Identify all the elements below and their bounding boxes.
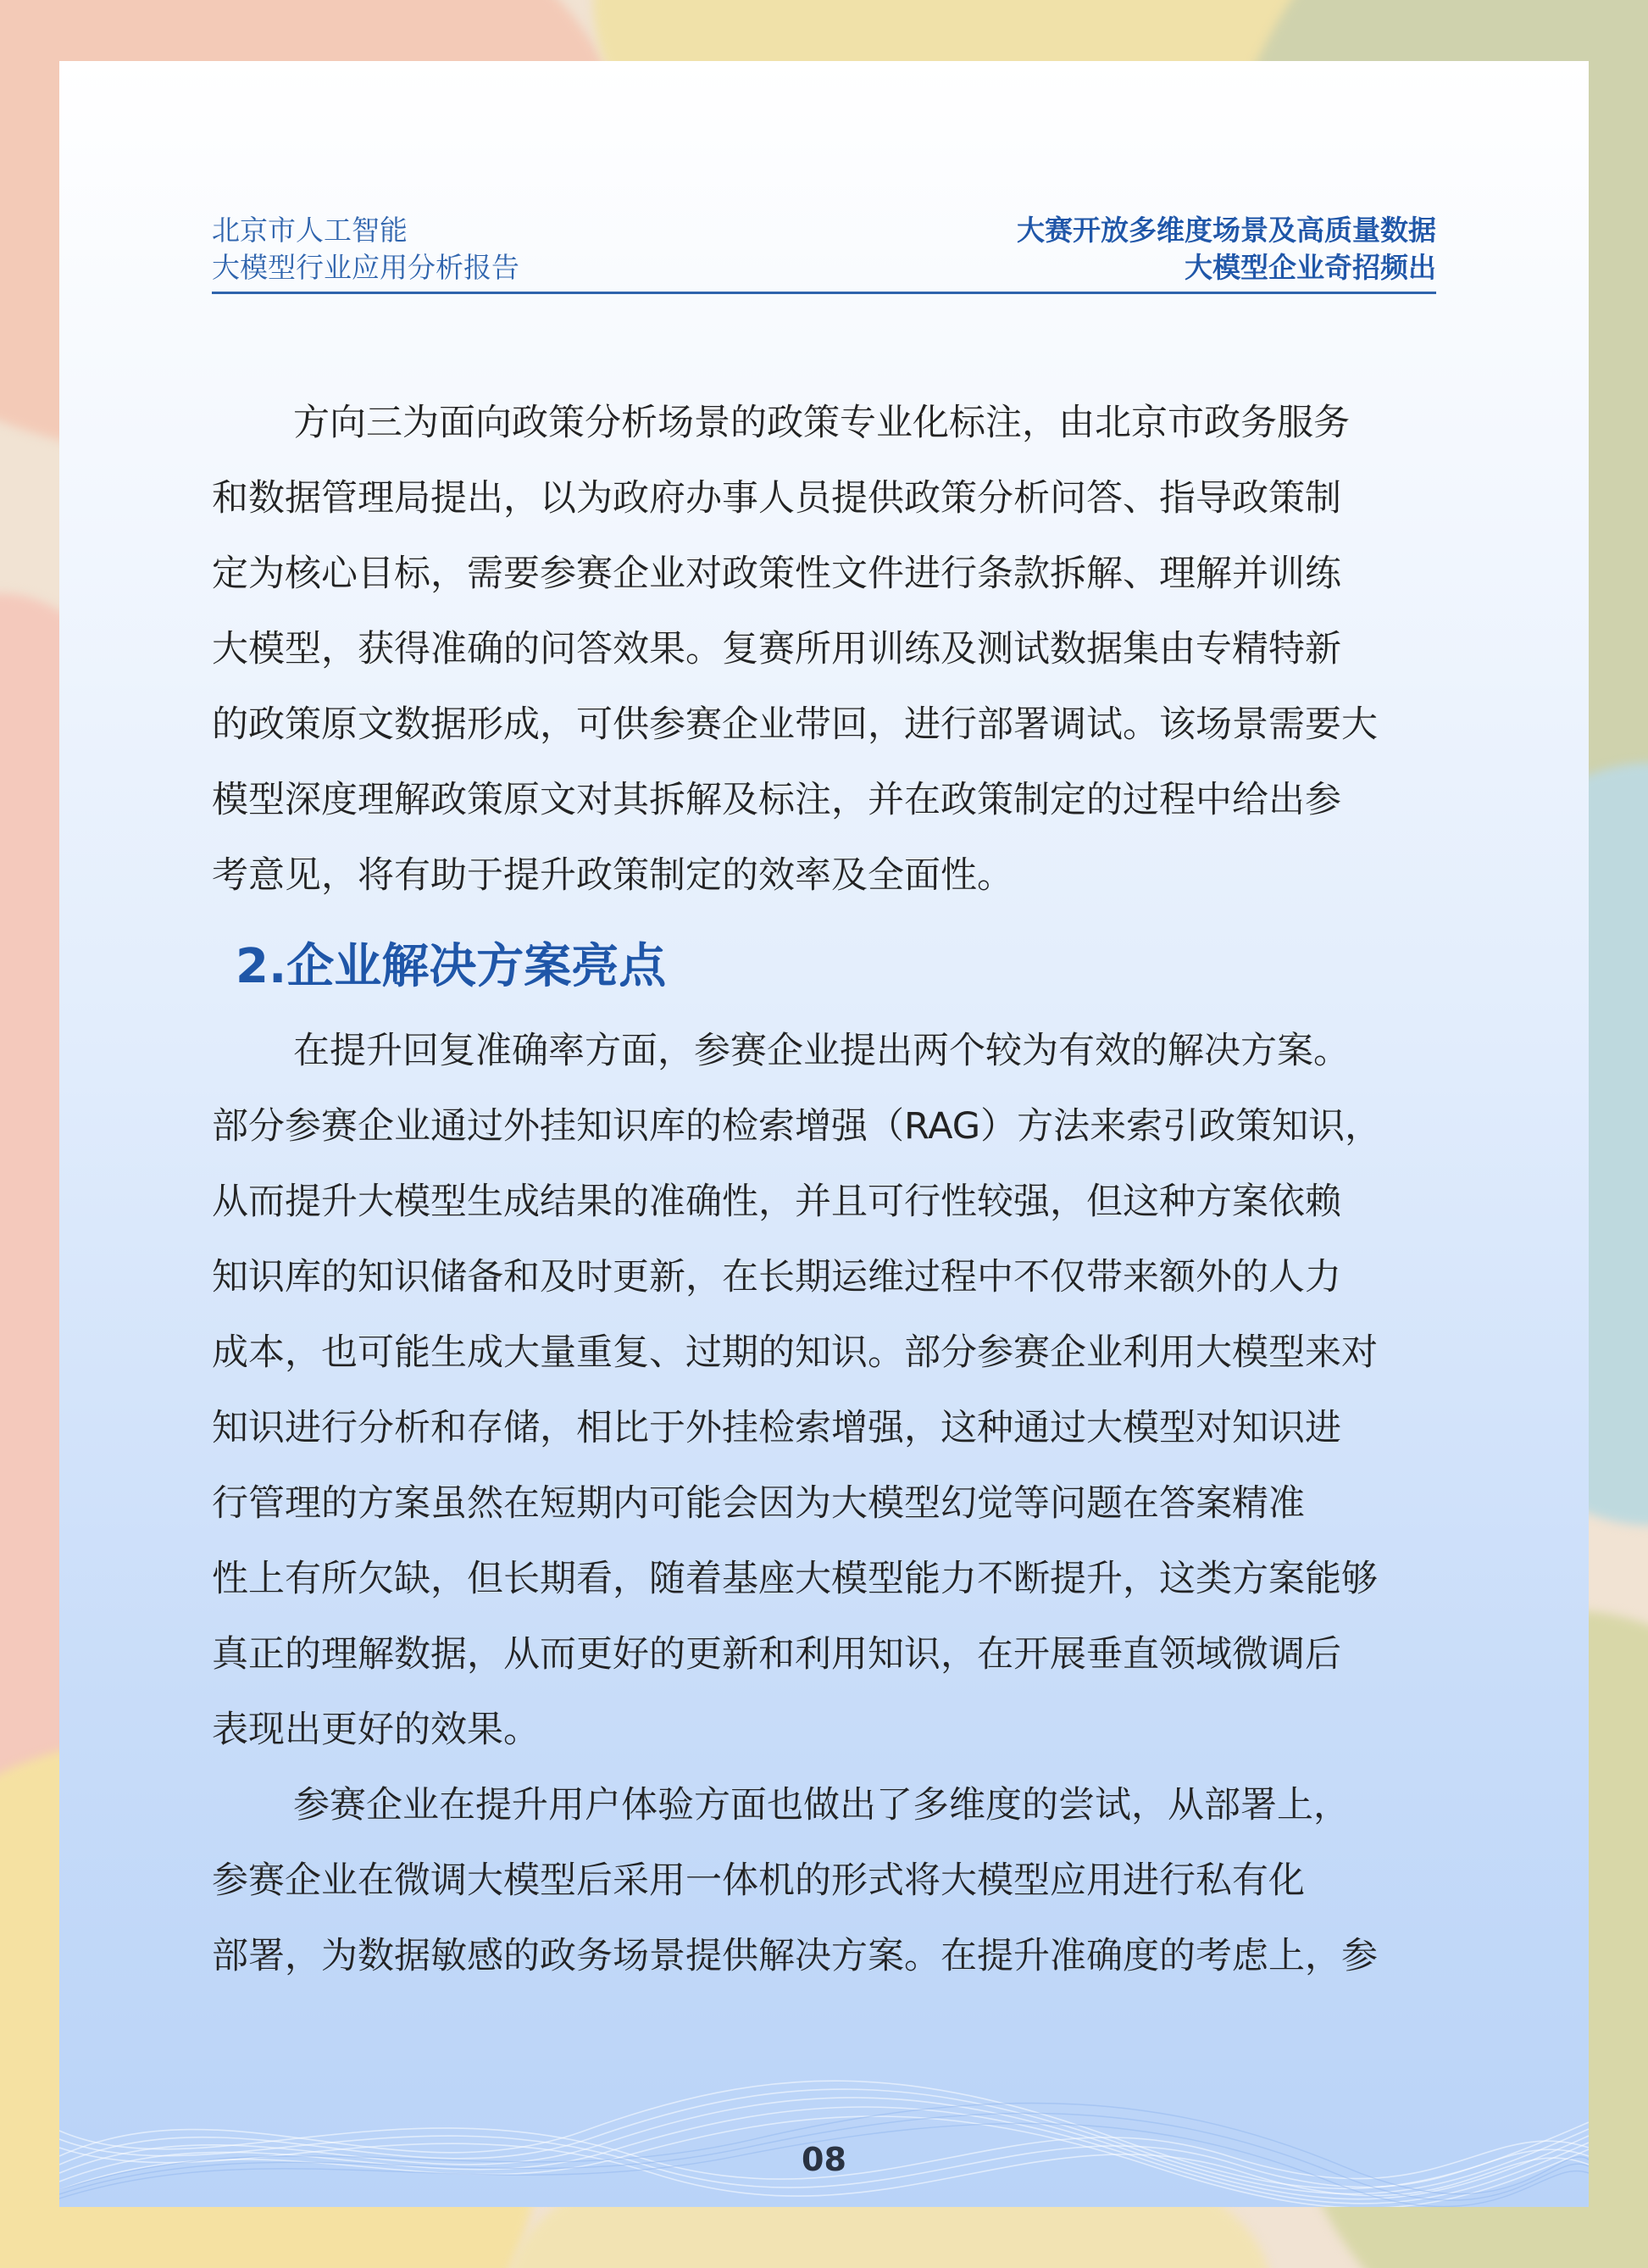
header-report-line1: 北京市人工智能 xyxy=(212,214,408,247)
paragraph-policy-direction: 方向三为面向政策分析场景的政策专业化标注，由北京市政务服务 和数据管理局提出，以为政府办事人员提供政策分析问答、指导政策制 定为核心目标，需要参赛企业对政策性文件进行条款拆解、理解并训练 大模型，获得准确的问答效果。复赛所用训练及测试数据集由专精特新 的政策原文数据形成，可供参赛企业带回，进行部署调试。该场景需要大 模型深度理解政策原文对其拆解及标注，并在政策制定的过程中给出参 考意见，将有助于提升政策制定的效率及全面性。 xyxy=(212,402,1378,897)
header-divider xyxy=(212,292,1436,294)
decorative-waves xyxy=(59,2029,1589,2207)
paragraph-accuracy-solutions: 在提升回复准确率方面，参赛企业提出两个较为有效的解决方案。 部分参赛企业通过外挂知识库的检索增强（RAG）方法来索引政策知识， 从而提升大模型生成结果的准确性，并且可行性较强，但这种方案依赖 知识库的知识储备和及时更新，在长期运维过程中不仅带来额外的人力 成本，也可能生成大量重复、过期的知识。部分参赛企业利用大模型来对 知识进行分析和存储，相比于外挂检索增强，这种通过大模型对知识进 行管理的方案虽然在短期内可能会因为大模型幻觉等问题在答案精准 性上有所欠缺，但长期看，随着基座大模型能力不断提升，这类方案能够 真正的理解数据，从而更好的更新和利用知识，在开展垂直领域微调后 表现出更好的效果。 xyxy=(212,1030,1382,1751)
page-number: 08 xyxy=(802,2141,846,2178)
header-chapter-line2: 大模型企业奇招频出 xyxy=(1185,251,1436,284)
header-report-line2: 大模型行业应用分析报告 xyxy=(212,251,519,284)
paragraph-user-experience: 参赛企业在提升用户体验方面也做出了多维度的尝试，从部署上， 参赛企业在微调大模型后采用一体机的形式将大模型应用进行私有化 部署，为数据敏感的政务场景提供解决方案。在提升准确度的考虑上，参 xyxy=(212,1784,1378,1977)
running-header-right xyxy=(674,212,1436,286)
header-chapter-line1: 大赛开放多维度场景及高质量数据 xyxy=(1017,214,1436,247)
body-content xyxy=(212,386,1436,1994)
section-title: 2.企业解决方案亮点 xyxy=(236,939,667,994)
document-page xyxy=(59,61,1589,2207)
